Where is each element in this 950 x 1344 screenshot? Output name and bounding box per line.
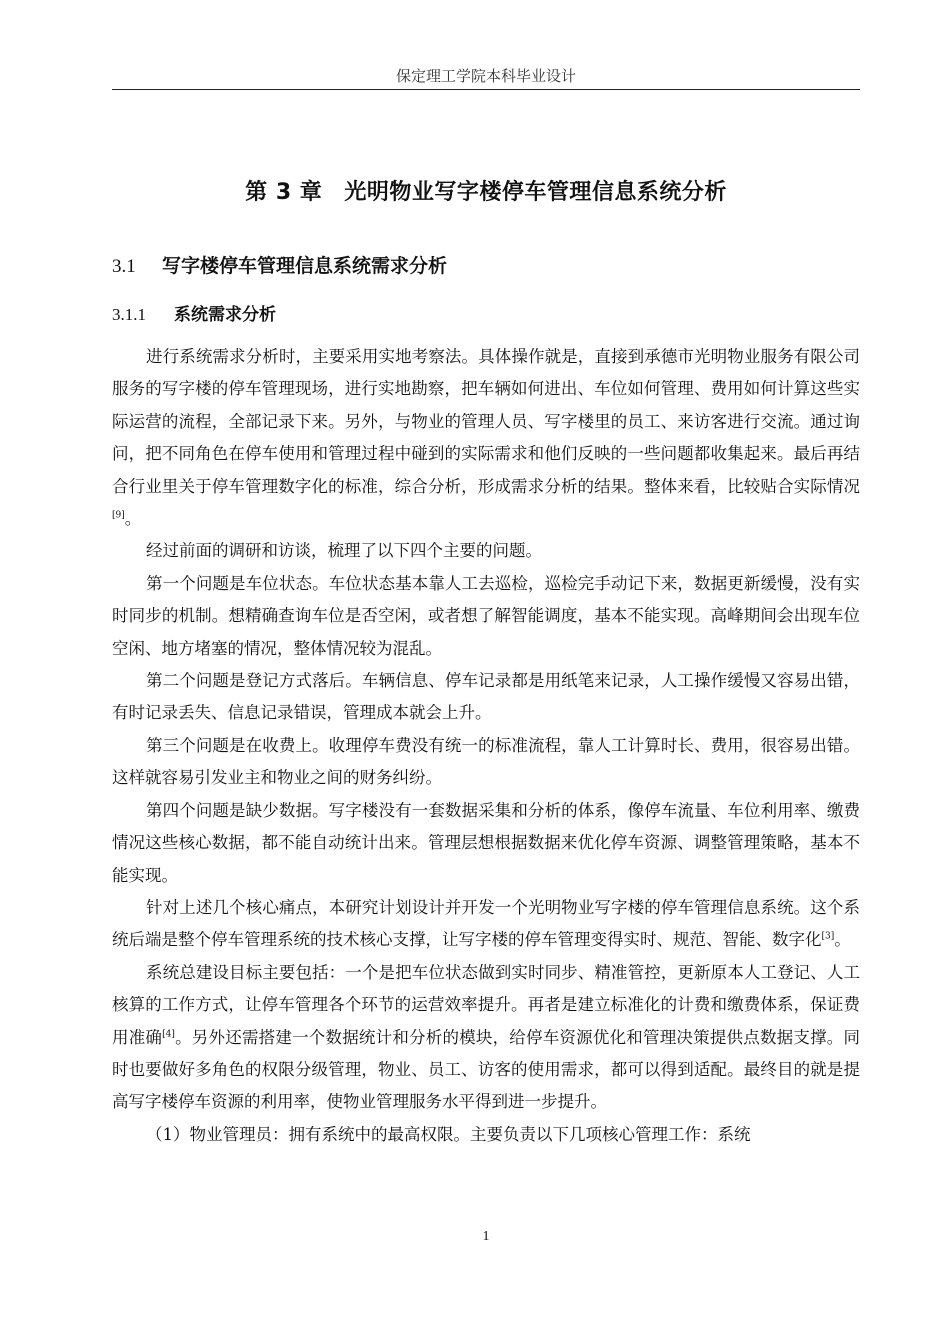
citation: [9] <box>112 510 125 521</box>
paragraph <box>112 535 860 567</box>
paragraph-text: 系统总建设目标主要包括：一个是把车位状态做到实时同步、精准管控，更新原本人工登记、人工核算的工作方式，让停车管理各个环节的运营效率提升。再者是建立标准化的计费和缴费体系，保证费用准确 <box>112 962 860 1047</box>
chapter-title <box>112 178 860 208</box>
section-title: 写字楼停车管理信息系统需求分析 <box>162 255 448 277</box>
page-number: 1 <box>482 1229 490 1244</box>
paragraph-text: 经过前面的调研和访谈，梳理了以下四个主要的问题。 <box>146 541 542 561</box>
paragraph <box>112 730 860 795</box>
chapter-number: 第 3 章 <box>245 180 323 205</box>
section-heading <box>112 252 447 281</box>
paragraph <box>112 665 860 730</box>
subsection-heading <box>112 302 276 328</box>
body-text <box>112 341 860 1151</box>
paragraph <box>112 568 860 665</box>
chapter-title-text: 光明物业写字楼停车管理信息系统分析 <box>344 180 727 205</box>
running-header: 保定理工学院本科毕业设计 <box>395 67 576 85</box>
paragraph-text: （1）物业管理员：拥有系统中的最高权限。主要负责以下几项核心管理工作：系统 <box>146 1124 751 1144</box>
paragraph-text: 第一个问题是车位状态。车位状态基本靠人工去巡检，巡检完手动记下来，数据更新缓慢，没有实时同步的机制。想精确查询车位是否空闲，或者想了解智能调度，基本不能实现。高峰期间会出现车位空闲、地方堵塞的情况，整体情况较为混乱。 <box>112 573 860 658</box>
paragraph-tail: 。另外还需搭建一个数据统计和分析的模块，给停车资源优化和管理决策提供点数据支撑。同时也要做好多角色的权限分级管理，物业、员工、访客的使用需求，都可以得到适配。最终目的就是提高写字楼停车资源的利用率，使物业管理服务水平得到进一步提升。 <box>112 1027 861 1112</box>
paragraph <box>112 957 860 1119</box>
citation: [4] <box>162 1029 175 1040</box>
paragraph-tail: 。 <box>834 930 851 950</box>
paragraph <box>112 795 860 892</box>
subsection-number: 3.1.1 <box>112 305 146 324</box>
paragraph-text: 第二个问题是登记方式落后。车辆信息、停车记录都是用纸笔来记录，人工操作缓慢又容易出错，有时记录丢失、信息记录错误，管理成本就会上升。 <box>112 671 860 723</box>
paragraph <box>112 341 860 535</box>
paragraph <box>112 892 860 957</box>
paragraph-text: 进行系统需求分析时，主要采用实地考察法。具体操作就是，直接到承德市光明物业服务有限公司服务的写字楼的停车管理现场，进行实地勘察，把车辆如何进出、车位如何管理、费用如何计算这些实际运营的流程，全部记录下来。另外，与物业的管理人员、写字楼里的员工、来访客进行交流。通过询问，把不同角色在停车使用和管理过程中碰到的实际需求和他们反映的一些问题都收集起来。最后再结合行业里关于停车管理数字化的标准，综合分析，形成需求分析的结果。整体来看，比较贴合实际情况 <box>112 347 860 496</box>
paragraph <box>112 1119 860 1151</box>
paragraph-tail: 。 <box>124 509 142 529</box>
paragraph-text: 第四个问题是缺少数据。写字楼没有一套数据采集和分析的体系，像停车流量、车位利用率、缴费情况这些核心数据，都不能自动统计出来。管理层想根据数据来优化停车资源、调整管理策略，基本不能实现。 <box>112 800 860 885</box>
subsection-title: 系统需求分析 <box>174 305 276 325</box>
citation: [3] <box>821 931 835 942</box>
paragraph-text: 第三个问题是在收费上。收理停车费没有统一的标准流程，靠人工计算时长、费用，很容易出错。这样就容易引发业主和物业之间的财务纠纷。 <box>112 735 860 788</box>
header-rule <box>112 89 860 90</box>
section-number: 3.1 <box>112 256 136 277</box>
paragraph-text: 针对上述几个核心痛点，本研究计划设计并开发一个光明物业写字楼的停车管理信息系统。这个系统后端是整个停车管理系统的技术核心支撑，让写字楼的停车管理变得实时、规范、智能、数字化 <box>112 897 860 950</box>
